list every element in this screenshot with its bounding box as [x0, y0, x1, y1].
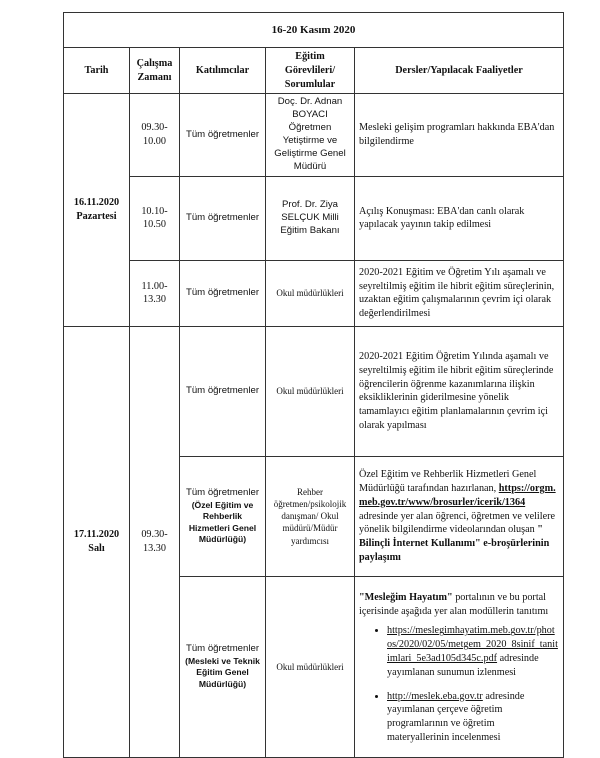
list-item-text: adresinde yayımlanan sunumun izlenmesi: [387, 652, 539, 678]
portal-intro: portalının ve bu portal içerisinde aşağıda yer alan modüllerin tanıtımı: [359, 591, 549, 617]
participants-label: Tüm öğretmenler: [185, 486, 260, 498]
activity-cell: Mesleki gelişim programları hakkında EBA'dan bilgilendirme: [355, 94, 564, 177]
activity-cell: 2020-2021 Eğitim ve Öğretim Yılı aşamalı ve seyreltilmiş eğitim ile hibrit eğitim süreçlerinin, uzaktan eğitim çalışmalarının çevrim içi olarak değerlendirilmesi: [355, 260, 564, 326]
activity-cell: [355, 576, 564, 757]
participants-cell: Tüm öğretmenler: [180, 176, 266, 260]
time-cell: 10.10- 10.50: [130, 176, 180, 260]
table-row: [64, 176, 564, 260]
table-row: [64, 94, 564, 177]
responsible-cell: Prof. Dr. Ziya SELÇUK Milli Eğitim Bakanı: [266, 176, 355, 260]
date: 17.11.2020: [73, 528, 120, 540]
header-dersler: Dersler/Yapılacak Faaliyetler: [355, 48, 564, 94]
responsible-cell: Okul müdürlükleri: [266, 260, 355, 326]
activity-text-c: e-broşürlerinin paylaşımı: [359, 538, 550, 563]
header-katilimcilar: Katılımcılar: [180, 48, 266, 94]
responsible-cell: Rehber öğretmen/psikolojik danışman/ Okul müdürü/Müdür yardımcısı: [266, 456, 355, 576]
title-row: [64, 13, 564, 48]
participants-cell: Tüm öğretmenler: [180, 326, 266, 456]
weekday: Pazartesi: [76, 211, 117, 223]
module-list: [359, 624, 559, 744]
activity-cell: 2020-2021 Eğitim Öğretim Yılında aşamalı ve seyreltilmiş eğitim ile hibrit eğitim süreçlerinde öğrencilerin öğrenme kazanımlarına ilişkin eksikliklerinin giderilmesine yönelik tamamlayıcı eğitim planlamalarının çevrim içi olarak yapılması: [355, 326, 564, 456]
activity-text-a: Özel Eğitim ve Rehberlik Hizmetleri Genel Müdürlüğü tarafından hazırlanan,: [359, 469, 537, 494]
header-calisma-zamani: Çalışma Zamanı: [130, 48, 180, 94]
portal-quote: "Mesleğim Hayatım": [359, 591, 453, 603]
participants-cell: Tüm öğretmenler: [180, 260, 266, 326]
participants-label: Tüm öğretmenler: [185, 642, 260, 654]
header-gorevliler: Eğitim Görevlileri/ Sorumlular: [266, 48, 355, 94]
activity-cell: [355, 456, 564, 576]
time-cell: 09.30- 10.00: [130, 94, 180, 177]
participants-sub: (Özel Eğitim ve Rehberlik Hizmetleri Genel Müdürlüğü): [188, 499, 257, 545]
responsible-cell: Doç. Dr. Adnan BOYACI Öğretmen Yetiştirme ve Geliştirme Genel Müdürü: [266, 94, 355, 177]
date: 16.11.2020: [73, 197, 120, 209]
brochure-link[interactable]: https://orgm.meb.gov.tr/www/brosurler/icerik/1364: [359, 483, 556, 508]
responsible-cell: Okul müdürlükleri: [266, 326, 355, 456]
schedule-table: [63, 12, 564, 758]
date-cell-day1: [64, 94, 130, 327]
participants-sub: (Mesleki ve Teknik Eğitim Genel Müdürlüğü): [185, 655, 260, 690]
activity-cell: Açılış Konuşması: EBA'dan canlı olarak yapılacak yayının takip edilmesi: [355, 176, 564, 260]
time-cell: 09.30- 13.30: [130, 326, 180, 757]
list-item: [387, 624, 559, 679]
participants-cell: [180, 576, 266, 757]
list-item: [387, 690, 559, 745]
table-row: [64, 260, 564, 326]
eba-link[interactable]: http://meslek.eba.gov.tr: [387, 690, 483, 702]
responsible-cell: Okul müdürlükleri: [266, 576, 355, 757]
date-cell-day2: [64, 326, 130, 757]
activity-quote: " Bilinçli İnternet Kullanımı": [359, 524, 543, 550]
activity-text-b: adresinde yer alan öğrenci, öğretmen ve velilere yönelik bilgilendirme videolarından oluşan: [359, 510, 556, 536]
time-cell: 11.00- 13.30: [130, 260, 180, 326]
header-row: [64, 48, 564, 94]
list-item-text: adresinde yayımlanan çerçeve öğretim programlarının ve öğretim materyallerinin incelenmesi: [387, 690, 525, 743]
table-title: 16-20 Kasım 2020: [64, 13, 564, 48]
weekday: Salı: [88, 542, 105, 554]
header-tarih: Tarih: [64, 48, 130, 94]
participants-cell: Tüm öğretmenler: [180, 94, 266, 177]
participants-cell: [180, 456, 266, 576]
presentation-link[interactable]: https://meslegimhayatim.meb.gov.tr/photos/2020/02/05/metgem_2020_8sinif_tanitimlari_5e3ad105d345c.pdf: [387, 625, 558, 664]
table-row: [64, 326, 564, 456]
